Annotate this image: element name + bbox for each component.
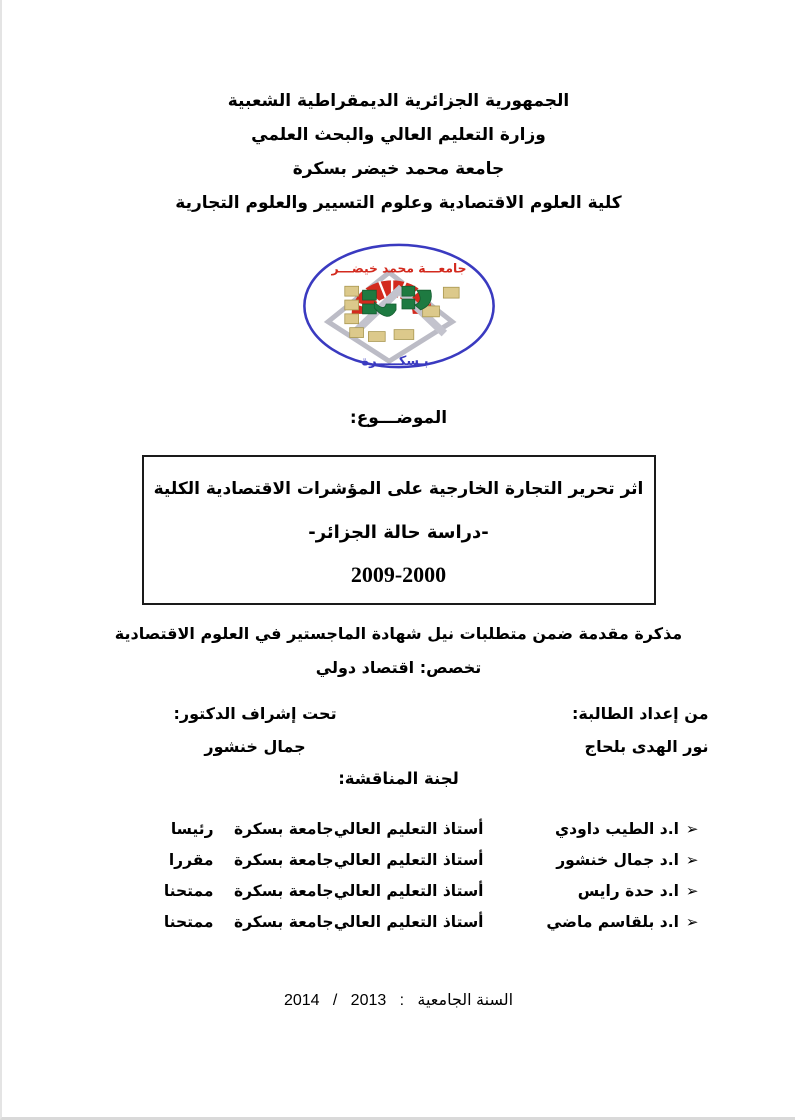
arrow-bullet-icon: ➢ [685, 881, 699, 900]
member-degree: أستاذ التعليم العالي [333, 912, 484, 931]
member-name: ا.د بلقاسم ماضي [546, 912, 679, 931]
table-row [99, 813, 699, 844]
ministry-line: وزارة التعليم العالي والبحث العلمي [251, 125, 546, 145]
member-name: ا.د الطيب داودي [554, 819, 679, 838]
thesis-period: 2009-2000 [350, 562, 447, 587]
academic-year-line: السنة الجامعية : 2013 / 2014 [283, 992, 514, 1009]
republic-line: الجمهورية الجزائرية الديمقراطية الشعبية [227, 91, 570, 111]
member-role: ممتحنا [163, 912, 214, 931]
thesis-subtitle: -دراسة حالة الجزائر- [308, 522, 489, 543]
member-university: جامعة بسكرة [233, 912, 334, 931]
member-university: جامعة بسكرة [233, 850, 334, 869]
logo-top-text: جامعـــة محمد خيضـــر [331, 261, 466, 276]
member-role: ممتحنا [163, 881, 214, 900]
table-row [99, 875, 699, 906]
university-logo [283, 235, 515, 373]
prepared-by-block [572, 697, 709, 763]
memo-description: مذكرة مقدمة ضمن متطلبات نيل شهادة الماجستير في العلوم الاقتصادية [114, 624, 683, 643]
student-name: نور الهدى بلحاج [584, 737, 709, 756]
prepared-by-label: من إعداد الطالبة: [571, 704, 709, 723]
committee-table [99, 813, 699, 937]
member-university: جامعة بسكرة [233, 881, 334, 900]
thesis-title: اثر تحرير التجارة الخارجية على المؤشرات الاقتصادية الكلية [153, 479, 644, 499]
arrow-bullet-icon: ➢ [685, 819, 699, 838]
committee-title: لجنة المناقشة: [338, 769, 459, 788]
government-header [2, 0, 795, 220]
university-logo-icon [283, 235, 515, 373]
member-name: ا.د جمال خنشور [556, 850, 679, 869]
supervisor-block [174, 697, 337, 763]
arrow-bullet-icon: ➢ [685, 850, 699, 869]
table-row [99, 906, 699, 937]
supervisor-label: تحت إشراف الدكتور: [173, 704, 337, 723]
logo-bottom-text: بـسكـــــرة [361, 354, 429, 370]
people-row [89, 697, 709, 763]
member-degree: أستاذ التعليم العالي [333, 819, 484, 838]
member-role: رئيسا [170, 819, 214, 838]
arrow-bullet-icon: ➢ [685, 912, 699, 931]
faculty-line: كلية العلوم الاقتصادية وعلوم التسيير والعلوم التجارية [175, 193, 622, 213]
member-university: جامعة بسكرة [233, 819, 334, 838]
member-degree: أستاذ التعليم العالي [333, 881, 484, 900]
member-name: ا.د حدة رايس [577, 881, 679, 900]
specialty-line: تخصص: اقتصاد دولي [315, 658, 482, 677]
member-degree: أستاذ التعليم العالي [333, 850, 484, 869]
university-line: جامعة محمد خيضر بسكرة [292, 159, 505, 179]
subject-label: الموضـــوع: [349, 408, 448, 428]
thesis-title-box [142, 455, 656, 605]
supervisor-name: جمال خنشور [204, 737, 306, 756]
member-role: مقررا [168, 850, 214, 869]
table-row [99, 844, 699, 875]
